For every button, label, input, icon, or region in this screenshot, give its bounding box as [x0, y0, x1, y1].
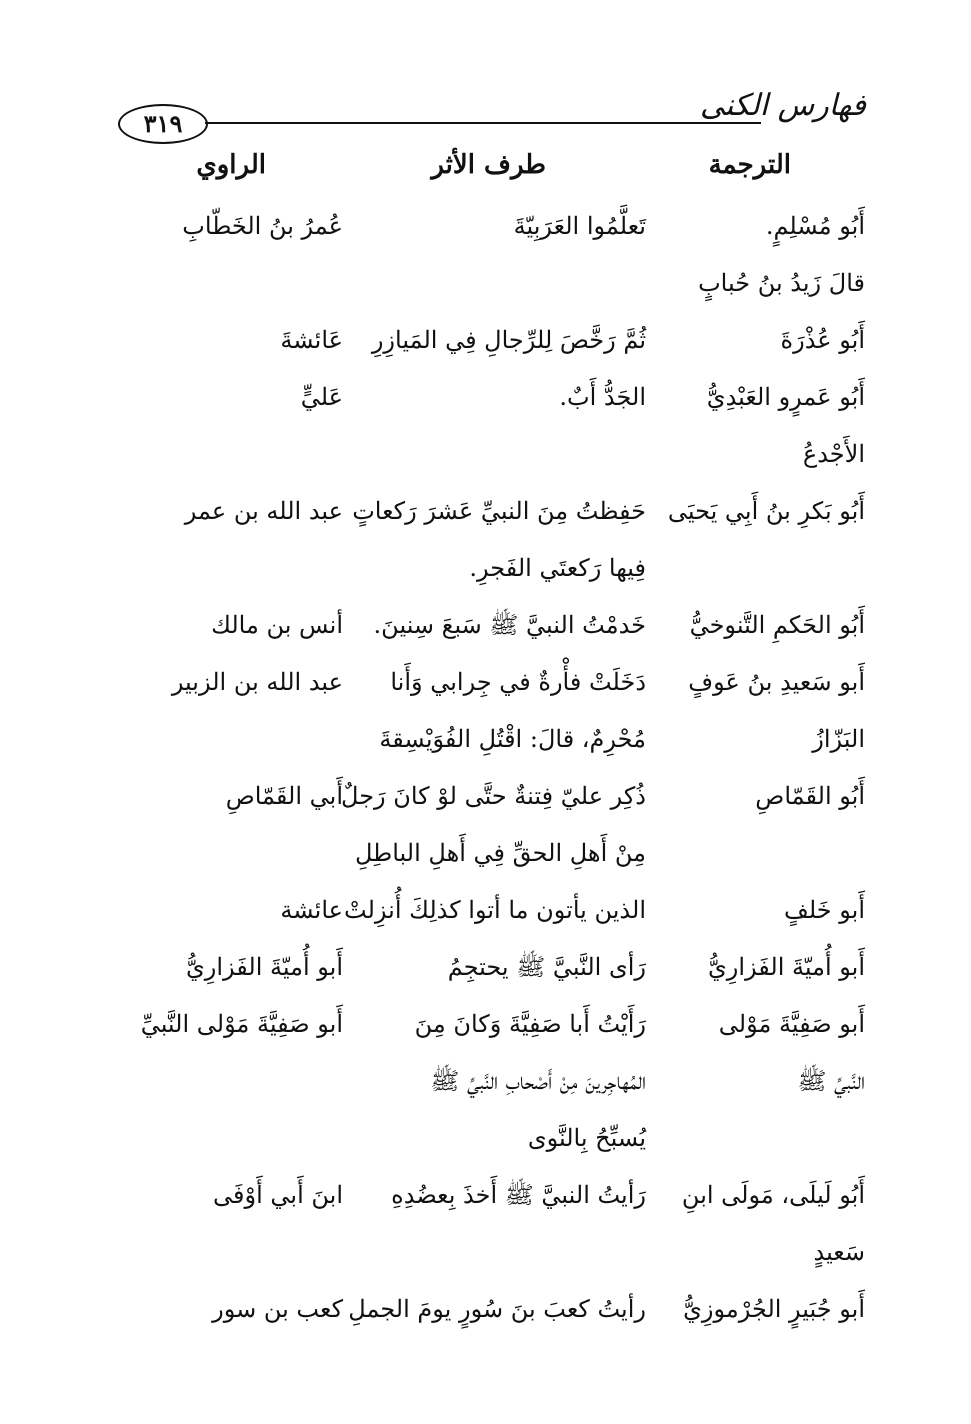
taraf-cell: ذُكِر عليّ فِتنةٌ حتَّى لوْ كانَ رَجلٌ	[341, 782, 646, 810]
column-header-tarjama: الترجمة	[708, 150, 791, 180]
table-row	[0, 597, 971, 654]
tarjama-cell: أَبو سَعيدِ بنُ عَوفٍ	[688, 668, 865, 696]
rawi-cell: أَبي القَمّاصِ	[225, 782, 343, 810]
taraf-cell: الجَدُّ أَبٌ.	[559, 383, 646, 411]
tarjama-cell: أَبو صَفِيَّةَ مَوْلى	[718, 1010, 865, 1038]
tarjama-cell: سَعيدٍ	[813, 1238, 865, 1266]
rawi-cell: كعب بن سور	[212, 1295, 343, 1323]
index-table	[0, 198, 971, 1338]
taraf-cell: الذين يأتون ما أتوا كذلِكَ أُنزِلتْ	[344, 896, 646, 924]
rawi-cell: عُمرُ بنُ الخَطّابِ	[182, 212, 343, 240]
tarjama-cell: البَزّازُ	[812, 725, 865, 753]
taraf-cell: خَدمْتُ النبيَّ ﷺ سَبعَ سِنينَ.	[373, 611, 646, 639]
column-header-taraf: طرف الأثر	[431, 150, 546, 180]
taraf-cell: المُهاجِرينَ مِنْ أَصْحابِ النَّبيِّ ﷺ	[430, 1067, 646, 1095]
table-row	[0, 312, 971, 369]
table-row	[0, 1110, 971, 1167]
taraf-cell: دَخَلَتْ فأْرةٌ في جِرابي وَأَنا	[390, 668, 646, 696]
taraf-cell: رأيتُ كعبَ بنَ سُورٍ يومَ الجملِ	[348, 1295, 646, 1323]
tarjama-cell: أَبو أُميّةَ الفَزارِيُّ	[707, 953, 865, 981]
taraf-cell: رَأى النَّبيَّ ﷺ يحتجِمُ	[447, 953, 646, 981]
taraf-cell: رَأَيْتُ أَبا صَفِيَّةَ وَكانَ مِنَ	[414, 1010, 646, 1038]
tarjama-cell: الأَجْدعُ	[802, 440, 865, 468]
taraf-cell: مُحْرِمٌ، قالَ: اقْتُلِ الفُوَيْسِقةَ	[379, 725, 646, 753]
table-row	[0, 426, 971, 483]
rawi-cell: عبد الله بن عمر	[184, 497, 343, 525]
rawi-cell: ابنَ أَبي أَوْفَى	[213, 1181, 343, 1209]
tarjama-cell: النَّبيِّ ﷺ	[797, 1067, 865, 1095]
tarjama-cell: أَبو خَلفٍ	[784, 896, 865, 924]
tarjama-cell: أَبُو عُذْرَةَ	[780, 326, 865, 354]
table-row	[0, 198, 971, 255]
table-row	[0, 1167, 971, 1224]
tarjama-cell: أَبُو عَمرٍو العَبْدِيُّ	[706, 383, 865, 411]
rawi-cell: عَليٍّ	[300, 383, 343, 411]
rawi-cell: عبد الله بن الزبير	[171, 668, 343, 696]
taraf-cell: ثُمَّ رَخَّصَ لِلرِّجالِ فِي المَيازِرِ	[371, 326, 646, 354]
tarjama-cell: أَبو جُبَيرٍ الجُرْموزِيُّ	[683, 1295, 865, 1323]
table-row	[0, 1281, 971, 1338]
table-row	[0, 654, 971, 711]
running-title: فهارس الكنى	[699, 88, 866, 123]
table-row	[0, 1053, 971, 1110]
tarjama-cell: أَبُو مُسْلِمٍ.	[765, 212, 865, 240]
table-row	[0, 369, 971, 426]
column-header-rawi: الراوي	[196, 150, 266, 180]
tarjama-cell: أَبُو لَيلَى، مَولَى ابنِ	[681, 1181, 865, 1209]
table-row	[0, 825, 971, 882]
table-row	[0, 540, 971, 597]
taraf-cell: يُسبِّحُ بِالنَّوى	[527, 1124, 646, 1152]
taraf-cell: مِنْ أَهلِ الحقِّ فِي أَهلِ الباطِلِ	[354, 839, 646, 867]
header-rule	[205, 122, 761, 124]
rawi-cell: أنس بن مالك	[211, 611, 343, 639]
table-row	[0, 255, 971, 312]
rawi-cell: عائشة	[280, 896, 343, 924]
taraf-cell: فِيها رَكعتَي الفَجرِ.	[469, 554, 646, 582]
taraf-cell: تَعلَّمُوا العَرَبِيّةَ	[513, 212, 646, 240]
rawi-cell: أَبو أُميّةَ الفَزارِيُّ	[185, 953, 343, 981]
table-row	[0, 483, 971, 540]
table-row	[0, 1224, 971, 1281]
table-row	[0, 996, 971, 1053]
taraf-cell: رَأيتُ النبيَّ ﷺ أَخذَ بِعضُدِهِ	[391, 1181, 646, 1209]
rawi-cell: أَبو صَفِيَّةَ مَوْلى النَّبيِّ	[140, 1010, 343, 1038]
table-row	[0, 939, 971, 996]
table-row	[0, 711, 971, 768]
table-row	[0, 882, 971, 939]
table-row	[0, 768, 971, 825]
tarjama-cell: قالَ زَيدُ بنُ حُبابٍ	[698, 269, 865, 297]
rawi-cell: عَائشةَ	[280, 326, 343, 354]
taraf-cell: حَفِظتُ مِنَ النبيِّ عَشرَ رَكعاتٍ	[352, 497, 646, 525]
tarjama-cell: أَبُو بَكرِ بنُ أَبِي يَحيَى	[667, 497, 865, 525]
tarjama-cell: أَبُو الحَكمِ التَّنوخيُّ	[689, 611, 865, 639]
tarjama-cell: أَبُو القَمّاصِ	[755, 782, 865, 810]
page-number-badge: ٣١٩	[118, 104, 208, 144]
